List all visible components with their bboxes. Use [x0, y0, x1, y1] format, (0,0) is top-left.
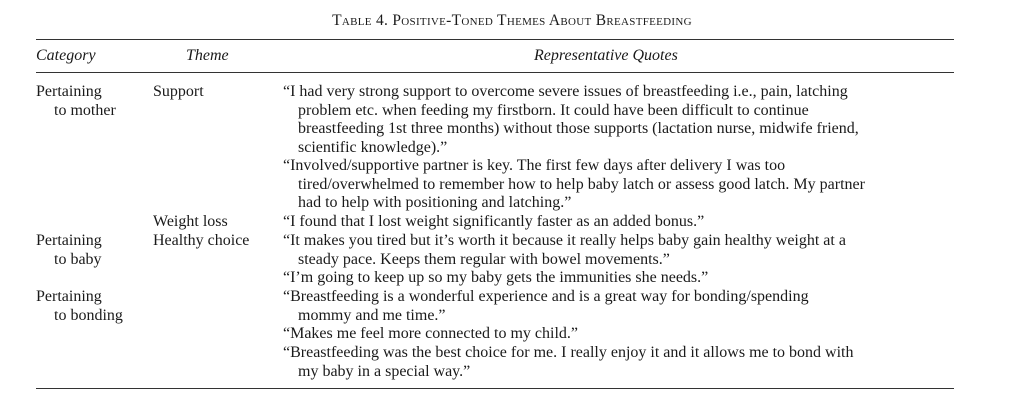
top-rule	[36, 39, 954, 40]
quote-4	[283, 232, 963, 269]
quote-1	[283, 83, 963, 157]
quote-line: my baby in a special way.”	[298, 362, 471, 380]
category-mother	[36, 83, 116, 120]
quote-line: “I’m going to keep up so my baby gets the immunities she needs.”	[283, 269, 709, 286]
quote-6	[283, 288, 963, 325]
quote-line: mommy and me time.”	[298, 306, 446, 324]
quote-line: scientific knowledge).”	[298, 138, 448, 156]
category-baby	[36, 232, 102, 269]
header-quotes: Representative Quotes	[534, 47, 678, 64]
category-label-line2: to baby	[54, 250, 102, 268]
category-label-line2: to mother	[54, 101, 116, 119]
quote-line: problem etc. when feeding my firstborn. It could have been difficult to continue	[298, 101, 809, 119]
theme-healthy-choice: Healthy choice	[153, 232, 250, 249]
theme-weight-loss: Weight loss	[153, 213, 228, 230]
category-label-line1: Pertaining	[36, 83, 102, 100]
category-label-line2: to bonding	[54, 306, 123, 324]
quote-3	[283, 213, 963, 232]
quote-line: “Involved/supportive partner is key. The first few days after delivery I was too	[283, 157, 786, 174]
quote-line: had to help with positioning and latching.”	[298, 194, 572, 211]
quote-2	[283, 157, 963, 213]
quote-5	[283, 269, 963, 288]
category-label-line1: Pertaining	[36, 288, 102, 305]
quote-7	[283, 325, 963, 344]
quote-line: “Breastfeeding is a wonderful experience and is a great way for bonding/spending	[283, 288, 809, 305]
table-caption: Table 4. Positive-Toned Themes About Breastfeeding	[332, 12, 692, 29]
category-bonding	[36, 288, 123, 325]
quote-line: “Makes me feel more connected to my child.”	[283, 325, 578, 342]
header-category: Category	[36, 47, 96, 64]
quote-line: “I found that I lost weight significantly faster as an added bonus.”	[283, 213, 705, 230]
header-theme: Theme	[186, 47, 229, 64]
category-label-line1: Pertaining	[36, 232, 102, 249]
quote-line: steady pace. Keeps them regular with bowel movements.”	[298, 250, 670, 268]
theme-support: Support	[153, 83, 204, 100]
quote-line: “Breastfeeding was the best choice for me. I really enjoy it and it allows me to bond with	[283, 344, 854, 361]
bottom-rule	[36, 388, 954, 389]
quote-line: tired/overwhelmed to remember how to help baby latch or assess good latch. My partner	[298, 175, 865, 193]
quote-line: “I had very strong support to overcome severe issues of breastfeeding i.e., pain, latching	[283, 83, 848, 100]
quote-8	[283, 344, 963, 381]
header-rule	[36, 72, 954, 73]
quote-line: “It makes you tired but it’s worth it because it really helps baby gain healthy weight at a	[283, 232, 846, 249]
quote-line: breastfeeding 1st three months) without those supports (lactation nurse, midwife friend,	[298, 120, 859, 137]
